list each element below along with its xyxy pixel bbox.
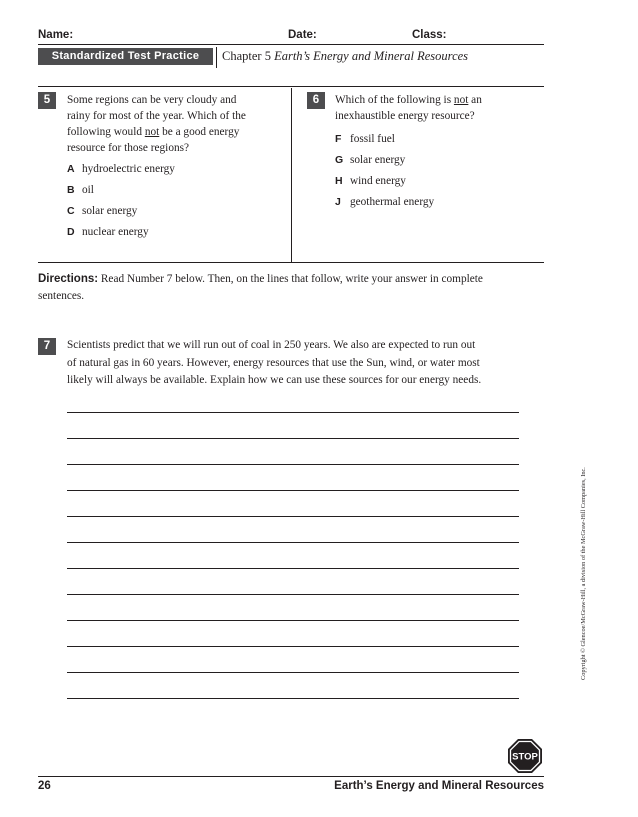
footer-rule — [38, 776, 544, 777]
option-g: G solar energy — [335, 154, 406, 166]
questions-bottom-rule — [38, 262, 544, 263]
question-number-5: 5 — [38, 92, 56, 109]
answer-line[interactable] — [67, 646, 519, 647]
questions-top-rule — [38, 86, 544, 87]
answer-line[interactable] — [67, 698, 519, 699]
header-separator — [216, 47, 217, 68]
answer-line[interactable] — [67, 568, 519, 569]
answer-line[interactable] — [67, 542, 519, 543]
option-b: B oil — [67, 184, 94, 196]
page-number: 26 — [38, 780, 51, 792]
question-7-text: Scientists predict that we will run out of coal in 250 years. We also are expected to run out of natural gas in 60 years. However, energy resources that use the Sun, wind, or water most likely will always be available. Explain how we can use these sources for our energy needs. — [67, 339, 482, 386]
question-5-text: Some regions can be very cloudy and rainy for most of the year. Which of the following would not be a good energy resource for those regions? — [67, 94, 246, 154]
date-label: Date: — [288, 29, 317, 41]
option-f: F fossil fuel — [335, 133, 395, 145]
answer-line[interactable] — [67, 464, 519, 465]
answer-line[interactable] — [67, 516, 519, 517]
section-band: Standardized Test Practice — [38, 48, 213, 65]
footer — [38, 780, 544, 795]
answer-line[interactable] — [67, 412, 519, 413]
header-labels — [38, 29, 544, 45]
class-label: Class: — [412, 29, 447, 41]
option-j: J geothermal energy — [335, 196, 435, 208]
chapter-name: Earth’s Energy and Mineral Resources — [274, 49, 469, 63]
directions: Directions: Read Number 7 below. Then, on the lines that follow, write your answer in complete sentences. — [38, 273, 483, 302]
chapter-prefix: Chapter 5 — [222, 49, 271, 63]
header-rule — [38, 44, 544, 45]
directions-label: Directions: — [38, 273, 99, 285]
option-h: H wind energy — [335, 175, 406, 187]
chapter-title — [222, 49, 468, 64]
stop-sign-label: STOP — [512, 751, 538, 763]
option-a: A hydroelectric energy — [67, 163, 175, 175]
answer-line[interactable] — [67, 594, 519, 595]
name-label: Name: — [38, 29, 74, 41]
question-6-text: Which of the following is not an inexhaustible energy resource? — [335, 94, 482, 122]
question-number-6: 6 — [307, 92, 325, 109]
answer-line[interactable] — [67, 620, 519, 621]
option-d: D nuclear energy — [67, 226, 149, 238]
answer-line[interactable] — [67, 672, 519, 673]
option-c: C solar energy — [67, 205, 138, 217]
questions-divider — [291, 88, 292, 262]
answer-line[interactable] — [67, 438, 519, 439]
answer-line[interactable] — [67, 490, 519, 491]
question-number-7: 7 — [38, 338, 56, 355]
footer-title: Earth’s Energy and Mineral Resources — [334, 780, 544, 792]
stop-sign-icon — [507, 738, 543, 774]
copyright-notice: Copyright © Glencoe/McGraw-Hill, a division of the McGraw-Hill Companies, Inc. — [580, 467, 587, 680]
